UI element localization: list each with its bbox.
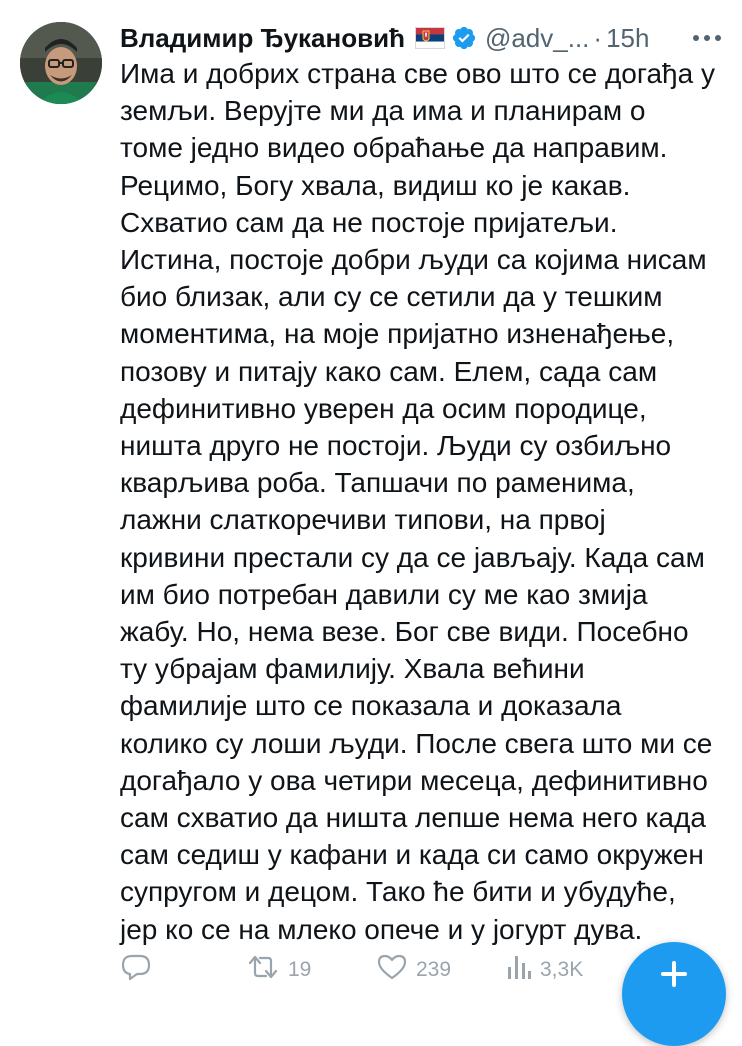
reply-button[interactable]: [120, 950, 152, 990]
like-count: 239: [416, 958, 452, 981]
tweet-header: [120, 18, 728, 58]
author-name[interactable]: Владимир Ђукановић: [120, 22, 405, 53]
like-icon: [376, 953, 408, 987]
separator-dot: ·: [593, 22, 603, 53]
retweet-button[interactable]: [246, 950, 311, 990]
tweet-text-line: сам седиш у кафани и када си само окружен: [120, 839, 704, 871]
tweet-text-line: лажни слаткоречиви типови, на првој: [120, 504, 606, 536]
retweet-count: 19: [288, 958, 312, 981]
tweet-text-line: жабу. Но, нема везе. Бог све види. Посебно: [120, 616, 689, 648]
more-options-icon[interactable]: [692, 33, 728, 43]
tweet-text-line: кривини престали су да се јављају. Када сам: [120, 541, 705, 573]
compose-button[interactable]: [622, 942, 726, 1046]
verified-badge-icon: [451, 25, 477, 51]
tweet-text-line: супругом и децом. Тако ће бити и убудуће,: [120, 876, 676, 908]
retweet-icon: [246, 953, 280, 987]
tweet-text-line: им био потребан давили су ме као змија: [120, 578, 648, 610]
tweet-text-line: дефинитивно уверен да осим породице,: [120, 392, 647, 424]
tweet-timestamp[interactable]: 15h: [606, 22, 650, 53]
tweet-text-line: ту убрајам фамилију. Хвала већини: [120, 653, 585, 685]
tweet-text-line: томе једно видео обраћање да направим.: [120, 132, 668, 164]
tweet-text-line: колико су лоши људи. После свега што ми се: [120, 727, 713, 759]
tweet-text-line: Рецимо, Богу хвала, видиш ко је какав.: [120, 169, 631, 201]
compose-plus-icon: [660, 960, 688, 988]
tweet-text-line: Схватио сам да не постоје пријатељи.: [120, 206, 618, 238]
views-icon: [506, 953, 532, 987]
author-handle[interactable]: @adv_...: [484, 22, 590, 53]
tweet-text-line: сам схватио да ништа лепше нема него када: [120, 802, 706, 834]
tweet-text-line: био близак, али су се сетили да у тешким: [120, 281, 663, 313]
tweet-text-line: позову и питају како сам. Елем, сада сам: [120, 355, 658, 387]
tweet-text-line: Има и добрих страна све ово што се догађа у: [120, 58, 715, 89]
views-count: 3,3K: [540, 958, 584, 981]
views-button[interactable]: [506, 950, 583, 990]
tweet-text-line: јер ко се на млеко опече и у јогурт дува.: [120, 913, 643, 945]
tweet-text-line: догађало у ова четири месеца, дефинитивно: [120, 764, 708, 796]
serbian-flag-icon: [415, 27, 445, 49]
reply-icon: [120, 953, 152, 987]
tweet-text-line: кварљива роба. Тапшачи по раменима,: [120, 467, 635, 499]
tweet-text: [120, 55, 732, 948]
author-avatar[interactable]: [20, 22, 102, 104]
like-button[interactable]: [376, 950, 451, 990]
tweet-text-line: фамилије што се показала и доказала: [120, 690, 622, 722]
tweet-text-line: земљи. Верујте ми да има и планирам о: [120, 95, 646, 127]
tweet-text-line: ништа друго не постоји. Људи су озбиљно: [120, 430, 672, 462]
tweet-text-line: Истина, постоје добри људи са којима нисам: [120, 244, 707, 276]
tweet-text-line: моментима, на моје пријатно изненађење,: [120, 318, 675, 350]
